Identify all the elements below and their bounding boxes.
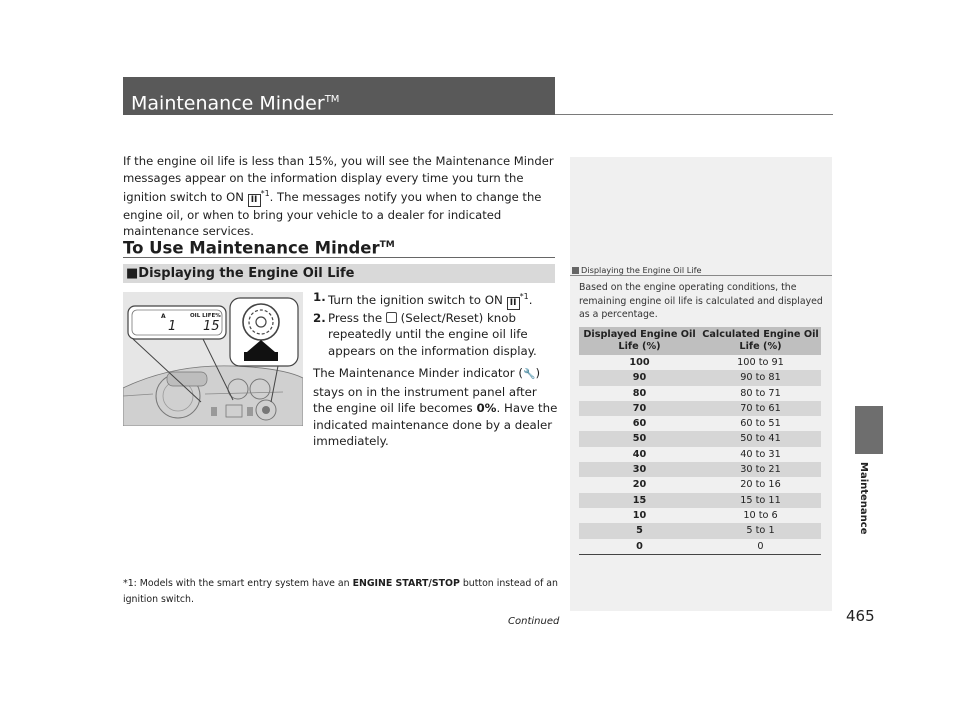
subsection-title: ■Displaying the Engine Oil Life (126, 266, 355, 281)
intro-paragraph: If the engine oil life is less than 15%, you will see the Maintenance Minder messages appear on the information display every time you turn the ignition switch to ON II$^{*1}$. The messages notify you when to change the engine oil, or when to bring your vehicle to a dealer for indicated maintenance services. (123, 154, 554, 239)
ignition-key-icon: II (248, 194, 261, 207)
sidebar-rule (570, 275, 832, 276)
ignition-key-icon: II (507, 297, 520, 310)
step-list (313, 289, 558, 359)
dashboard-illustration (123, 292, 303, 426)
chapter-tab (855, 406, 883, 454)
table-header: Displayed Engine Oil Life (%) (579, 327, 700, 355)
wrench-icon: 🔧 (522, 369, 536, 380)
table-row: 10 10 to 6 (632, 509, 778, 521)
oil-life-value: 15 (203, 319, 220, 334)
page-number: 465 (846, 607, 875, 625)
footnote: *1: Models with the smart entry system have an ENGINE START/STOP button instead of an ignition switch. (123, 578, 558, 605)
table-row: 70 70 to 61 (579, 401, 821, 416)
table-row: 30 30 to 21 (579, 462, 821, 477)
display-indicator-label: A (161, 313, 166, 320)
table-row: 100 100 to 91 (629, 357, 784, 368)
page-title: Maintenance Minder™ (131, 92, 340, 115)
table-row: 5 5 to 1 (579, 523, 821, 538)
step-item: 2. Press the (Select/Reset) knob repeatedly until the engine oil life appears on the information display. (313, 310, 537, 358)
table-row: 60 60 to 51 (632, 418, 781, 430)
section-title: To Use Maintenance Minder™ (123, 238, 395, 258)
table-row: 40 40 to 31 (632, 448, 781, 460)
section-rule (123, 257, 555, 258)
description-paragraph: The Maintenance Minder indicator (🔧) stays on in the instrument panel after the engine oil life becomes 0%. Have the indicated maintenance done by a dealer immediately. (313, 366, 558, 448)
table-row: 80 80 to 71 (632, 387, 781, 399)
oil-life-table (579, 327, 821, 555)
table-row: 20 20 to 16 (632, 479, 781, 491)
select-reset-knob-icon (386, 312, 397, 323)
header-rule (555, 114, 833, 115)
oil-life-label: OIL LIFE% (190, 313, 221, 319)
continued-label: Continued (508, 616, 560, 627)
display-value-left: 1 (168, 319, 177, 334)
table-row: 15 15 to 11 (579, 493, 821, 508)
table-row: 0 0 (579, 539, 821, 555)
table-row: 90 90 to 81 (579, 370, 821, 385)
sidebar-text: Based on the engine operating conditions, the remaining engine oil life is calculated and displayed as a percentage. (579, 282, 823, 320)
sidebar-heading: Displaying the Engine Oil Life (572, 265, 702, 275)
table-row: 50 50 to 41 (579, 431, 821, 446)
note-marker-icon (572, 267, 579, 274)
chapter-tab-label: Maintenance (858, 462, 869, 535)
table-header: Calculated Engine Oil Life (%) (700, 327, 821, 355)
step-item: 1. Turn the ignition switch to ON II$^{*1}$. (313, 290, 533, 308)
